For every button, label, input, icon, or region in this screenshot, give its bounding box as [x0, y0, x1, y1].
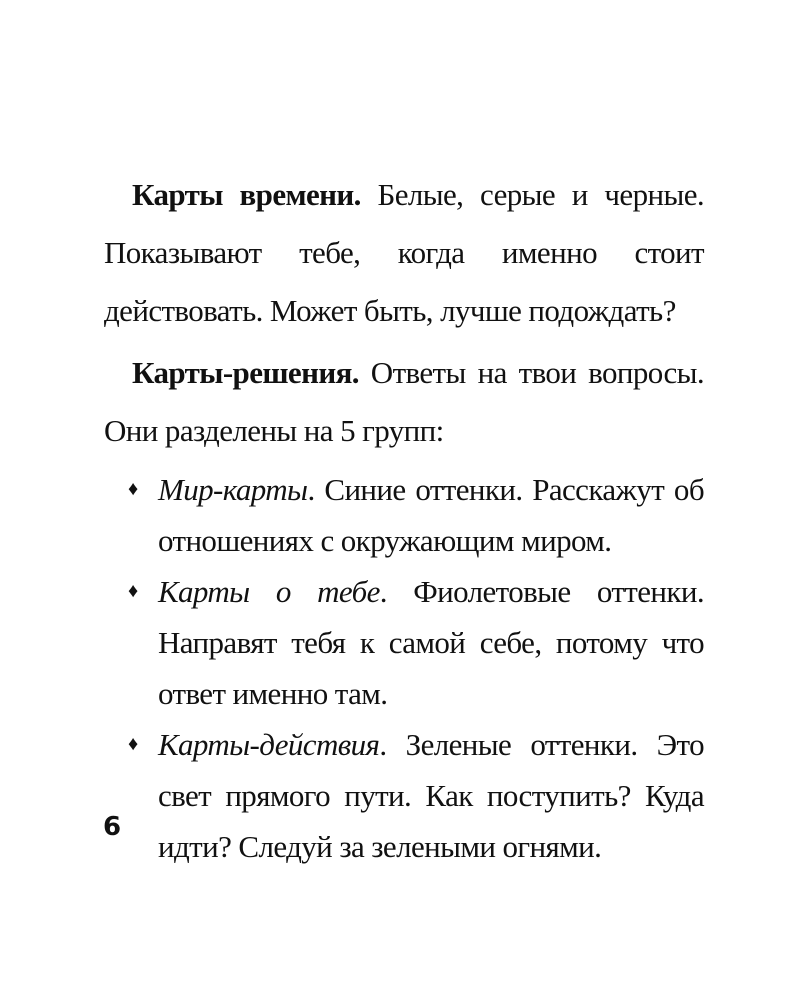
paragraph-time-cards-text: Белые, серые и черные. Показывают тебе, когда именно стоит действовать. Может быть, лучше подождать?	[104, 177, 705, 328]
page-number: 6	[103, 812, 122, 842]
diamond-bullet-icon: ♦	[128, 733, 138, 755]
paragraph-decision-cards-text: Ответы на твои вопросы. Они разделены на 5 групп:	[104, 355, 704, 448]
term-decision-cards: Карты-решения.	[132, 355, 359, 390]
group-description: . Синие оттенки. Расскажут об отношениях с окружающим миром.	[158, 472, 704, 558]
paragraph-time-cards	[104, 166, 704, 340]
group-name: Карты-действия	[158, 727, 380, 762]
card-group-list	[104, 464, 704, 872]
diamond-bullet-icon: ♦	[128, 580, 138, 602]
paragraph-decision-cards	[104, 344, 704, 460]
group-name: Мир-карты	[158, 472, 308, 507]
list-item	[104, 566, 704, 719]
group-description: . Зеленые оттенки. Это свет прямого пути. Как поступить? Куда идти? Следуй за зелеными огнями.	[158, 727, 704, 864]
list-item	[104, 719, 704, 872]
group-description: . Фиолетовые оттенки. Направят тебя к самой себе, потому что ответ именно там.	[158, 574, 704, 711]
diamond-bullet-icon: ♦	[128, 478, 138, 500]
term-time-cards: Карты времени.	[132, 177, 361, 212]
list-item	[104, 464, 704, 566]
group-name: Карты о тебе	[158, 574, 380, 609]
page-body	[104, 166, 704, 872]
